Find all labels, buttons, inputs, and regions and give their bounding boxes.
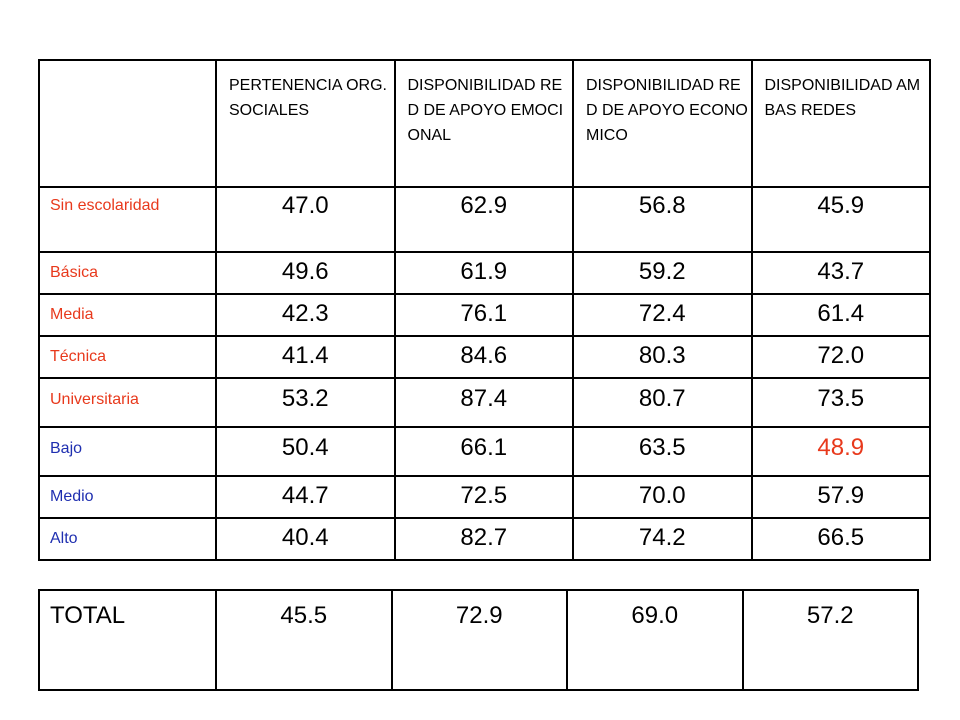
header-row: [39, 60, 930, 187]
cell-value: 82.7: [460, 524, 508, 551]
table-row: [39, 427, 930, 476]
cell-value: 87.4: [460, 385, 508, 412]
total-value: 57.2: [806, 602, 854, 629]
value-cell: [573, 476, 752, 518]
row-label-cell: [39, 518, 216, 560]
header-cell: [752, 60, 931, 187]
header-label: PERTENENCIA ORG. SOCIALES: [229, 77, 387, 119]
row-label-cell: [39, 336, 216, 378]
value-cell: [752, 378, 931, 427]
row-label: Medio: [50, 488, 94, 505]
total-label-cell: [39, 590, 216, 690]
value-cell: [573, 518, 752, 560]
value-cell: [216, 336, 395, 378]
table-row: [39, 336, 930, 378]
value-cell: [395, 252, 574, 294]
value-cell: [573, 294, 752, 336]
value-cell: [752, 187, 931, 252]
value-cell: [216, 378, 395, 427]
value-cell: [395, 518, 574, 560]
total-value: 72.9: [455, 602, 503, 629]
value-cell: [573, 378, 752, 427]
value-cell: [752, 476, 931, 518]
cell-value: 57.9: [817, 482, 865, 509]
value-cell: [573, 187, 752, 252]
cell-value: 72.4: [638, 300, 686, 327]
total-table: [38, 589, 919, 691]
cell-value: 80.7: [638, 385, 686, 412]
row-label-cell: [39, 378, 216, 427]
cell-value: 49.6: [281, 258, 329, 285]
value-cell: [573, 336, 752, 378]
cell-value: 59.2: [638, 258, 686, 285]
row-label: Sin escolaridad: [50, 197, 160, 214]
cell-value: 63.5: [638, 434, 686, 461]
cell-value: 50.4: [281, 434, 329, 461]
value-cell: [752, 294, 931, 336]
value-cell: [216, 518, 395, 560]
row-label-cell: [39, 294, 216, 336]
cell-value: 72.0: [817, 342, 865, 369]
cell-value: 80.3: [638, 342, 686, 369]
value-cell: [752, 427, 931, 476]
cell-value: 61.4: [817, 300, 865, 327]
cell-value: 53.2: [281, 385, 329, 412]
value-cell: [395, 336, 574, 378]
cell-value: 72.5: [460, 482, 508, 509]
row-label: Bajo: [50, 440, 83, 457]
cell-value: 40.4: [281, 524, 329, 551]
value-cell: [216, 476, 395, 518]
table-row: [39, 378, 930, 427]
row-label-cell: [39, 187, 216, 252]
cell-value: 44.7: [281, 482, 329, 509]
row-label: Técnica: [50, 348, 107, 365]
cell-value: 73.5: [817, 385, 865, 412]
cell-value: 70.0: [638, 482, 686, 509]
row-label-cell: [39, 476, 216, 518]
value-cell: [752, 336, 931, 378]
data-table: [38, 59, 931, 561]
cell-value: 43.7: [817, 258, 865, 285]
cell-value: 42.3: [281, 300, 329, 327]
cell-value: 61.9: [460, 258, 508, 285]
table-row: [39, 518, 930, 560]
table-row: [39, 187, 930, 252]
total-value-cell: [743, 590, 919, 690]
row-label-cell: [39, 252, 216, 294]
total-value-cell: [567, 590, 743, 690]
row-label: Alto: [50, 530, 78, 547]
value-cell: [395, 187, 574, 252]
cell-value: 84.6: [460, 342, 508, 369]
cell-value: 56.8: [638, 192, 686, 219]
value-cell: [395, 427, 574, 476]
total-row: [39, 590, 918, 690]
cell-value: 76.1: [460, 300, 508, 327]
row-label: Básica: [50, 264, 99, 281]
value-cell: [216, 252, 395, 294]
value-cell: [216, 294, 395, 336]
cell-value: 66.5: [817, 524, 865, 551]
value-cell: [395, 294, 574, 336]
value-cell: [752, 252, 931, 294]
header-corner-cell: [39, 60, 216, 187]
header-cell: [216, 60, 395, 187]
header-cell: [573, 60, 752, 187]
row-label-cell: [39, 427, 216, 476]
cell-value: 74.2: [638, 524, 686, 551]
row-label: Universitaria: [50, 391, 139, 408]
total-value-cell: [392, 590, 568, 690]
header-label: DISPONIBILIDAD AMBAS REDES: [764, 77, 921, 119]
total-value: 69.0: [631, 602, 679, 629]
value-cell: [216, 427, 395, 476]
cell-value: 45.9: [817, 192, 865, 219]
highlighted-value: 48.9: [817, 434, 865, 461]
value-cell: [395, 476, 574, 518]
header-label: DISPONIBILIDAD RED DE APOYO EMOCIONAL: [407, 77, 564, 144]
value-cell: [395, 378, 574, 427]
header-cell: [395, 60, 574, 187]
header-label: DISPONIBILIDAD RED DE APOYO ECONOMICO: [586, 77, 748, 144]
value-cell: [752, 518, 931, 560]
total-label: TOTAL: [50, 602, 126, 629]
row-label: Media: [50, 306, 94, 323]
cell-value: 47.0: [281, 192, 329, 219]
total-value-cell: [216, 590, 392, 690]
total-value: 45.5: [280, 602, 328, 629]
value-cell: [216, 187, 395, 252]
cell-value: 62.9: [460, 192, 508, 219]
value-cell: [573, 252, 752, 294]
cell-value: 41.4: [281, 342, 329, 369]
cell-value: 66.1: [460, 434, 508, 461]
table-row: [39, 476, 930, 518]
value-cell: [573, 427, 752, 476]
table-row: [39, 294, 930, 336]
table-row: [39, 252, 930, 294]
